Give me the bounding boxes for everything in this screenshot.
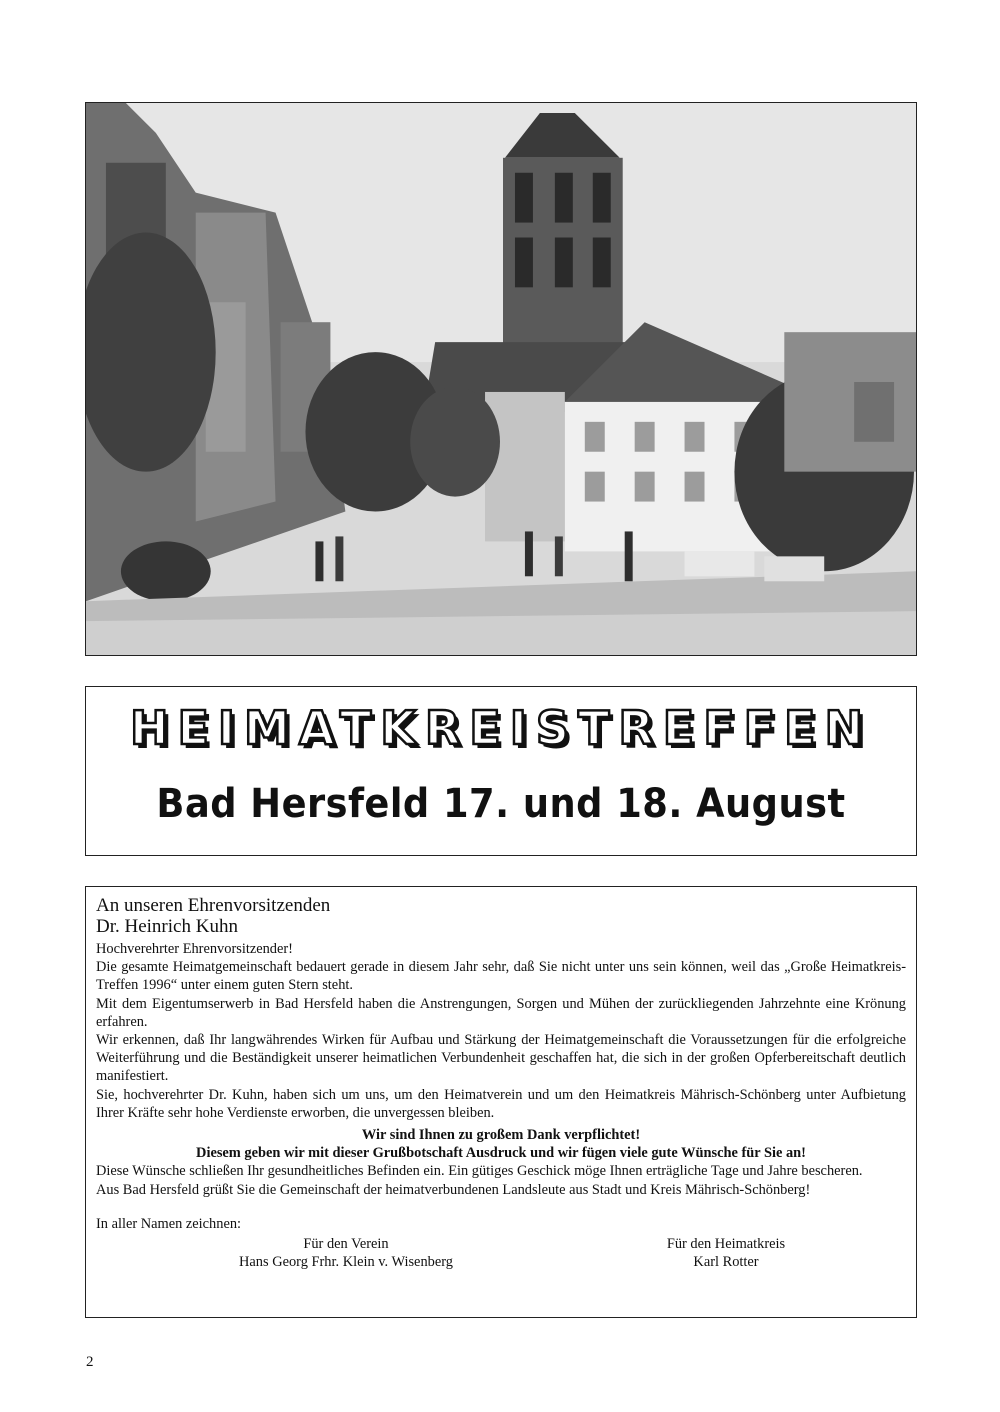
- signature-heimatkreis: [636, 1235, 816, 1271]
- signature-role: Für den Heimatkreis: [666, 1236, 786, 1253]
- signature-role: Für den Verein: [303, 1236, 389, 1253]
- letter-closing-paragraph: Aus Bad Hersfeld grüßt Sie die Gemeinschaft der heimatverbundenen Landsleute aus Stadt und Kreis Mährisch-Schönberg!: [96, 1181, 811, 1198]
- letter-heading-line2: Dr. Heinrich Kuhn: [96, 916, 238, 937]
- letter-paragraph: Die gesamte Heimatgemeinschaft bedauert gerade in diesem Jahr sehr, daß Sie nicht unter uns sein können, weil das „Große Heimatkreis-Treffen 1996“ unter einem guten Stern steht.: [96, 959, 906, 994]
- signature-name: Karl Rotter: [693, 1254, 759, 1271]
- banner-subtitle: Bad Hersfeld 17. und 18. August: [156, 781, 846, 827]
- letter-closing-paragraph: Diese Wünsche schließen Ihr gesundheitliches Befinden ein. Ein gütiges Geschick möge Ihnen erträgliche Tage und Jahre bescheren.: [96, 1163, 863, 1180]
- banner-title: HEIMATKREISTREFFEN: [130, 701, 872, 755]
- letter-thanks-line2: Diesem geben wir mit dieser Grußbotschaft Ausdruck und wir fügen viele gute Wünsche für Sie an!: [196, 1145, 806, 1162]
- letter-salutation: Hochverehrter Ehrenvorsitzender!: [96, 941, 293, 957]
- letter-paragraph: Sie, hochverehrter Dr. Kuhn, haben sich um uns, um den Heimatverein und um den Heimatkreis Mährisch-Schönberg unter Aufbietung Ihrer Kräfte sehr hohe Verdienste erworben, die unvergessen bleiben.: [96, 1086, 906, 1121]
- church-tower-illustration: [86, 103, 916, 655]
- signatures: [96, 1235, 906, 1279]
- signature-name: Hans Georg Frhr. Klein v. Wisenberg: [239, 1254, 453, 1271]
- letter-thanks-line1: Wir sind Ihnen zu großem Dank verpflichtet!: [361, 1127, 641, 1144]
- signature-verein: [216, 1235, 476, 1271]
- letter-heading-line1: An unseren Ehrenvorsitzenden: [96, 895, 331, 916]
- letter-signoff: In aller Namen zeichnen:: [96, 1215, 242, 1232]
- town-square-photo: [85, 102, 917, 656]
- page-number: 2: [86, 1354, 94, 1370]
- event-banner: [85, 686, 917, 856]
- letter-paragraph: Wir erkennen, daß Ihr langwährendes Wirken für Aufbau und Stärkung der Heimatgemeinschaft die Voraussetzungen für die erfolgreiche Weiterführung und die Beständigkeit unserer heimatlichen Verbundenheit geschaffen hat, die sich in der großen Opferbereitschaft deutlich manifestiert.: [96, 1032, 906, 1085]
- letter-paragraph: Mit dem Eigentumserwerb in Bad Hersfeld haben die Anstrengungen, Sorgen und Mühen der zurückliegenden Jahrzehnte eine Krönung erfahren.: [96, 995, 906, 1030]
- letter-box: [85, 886, 917, 1318]
